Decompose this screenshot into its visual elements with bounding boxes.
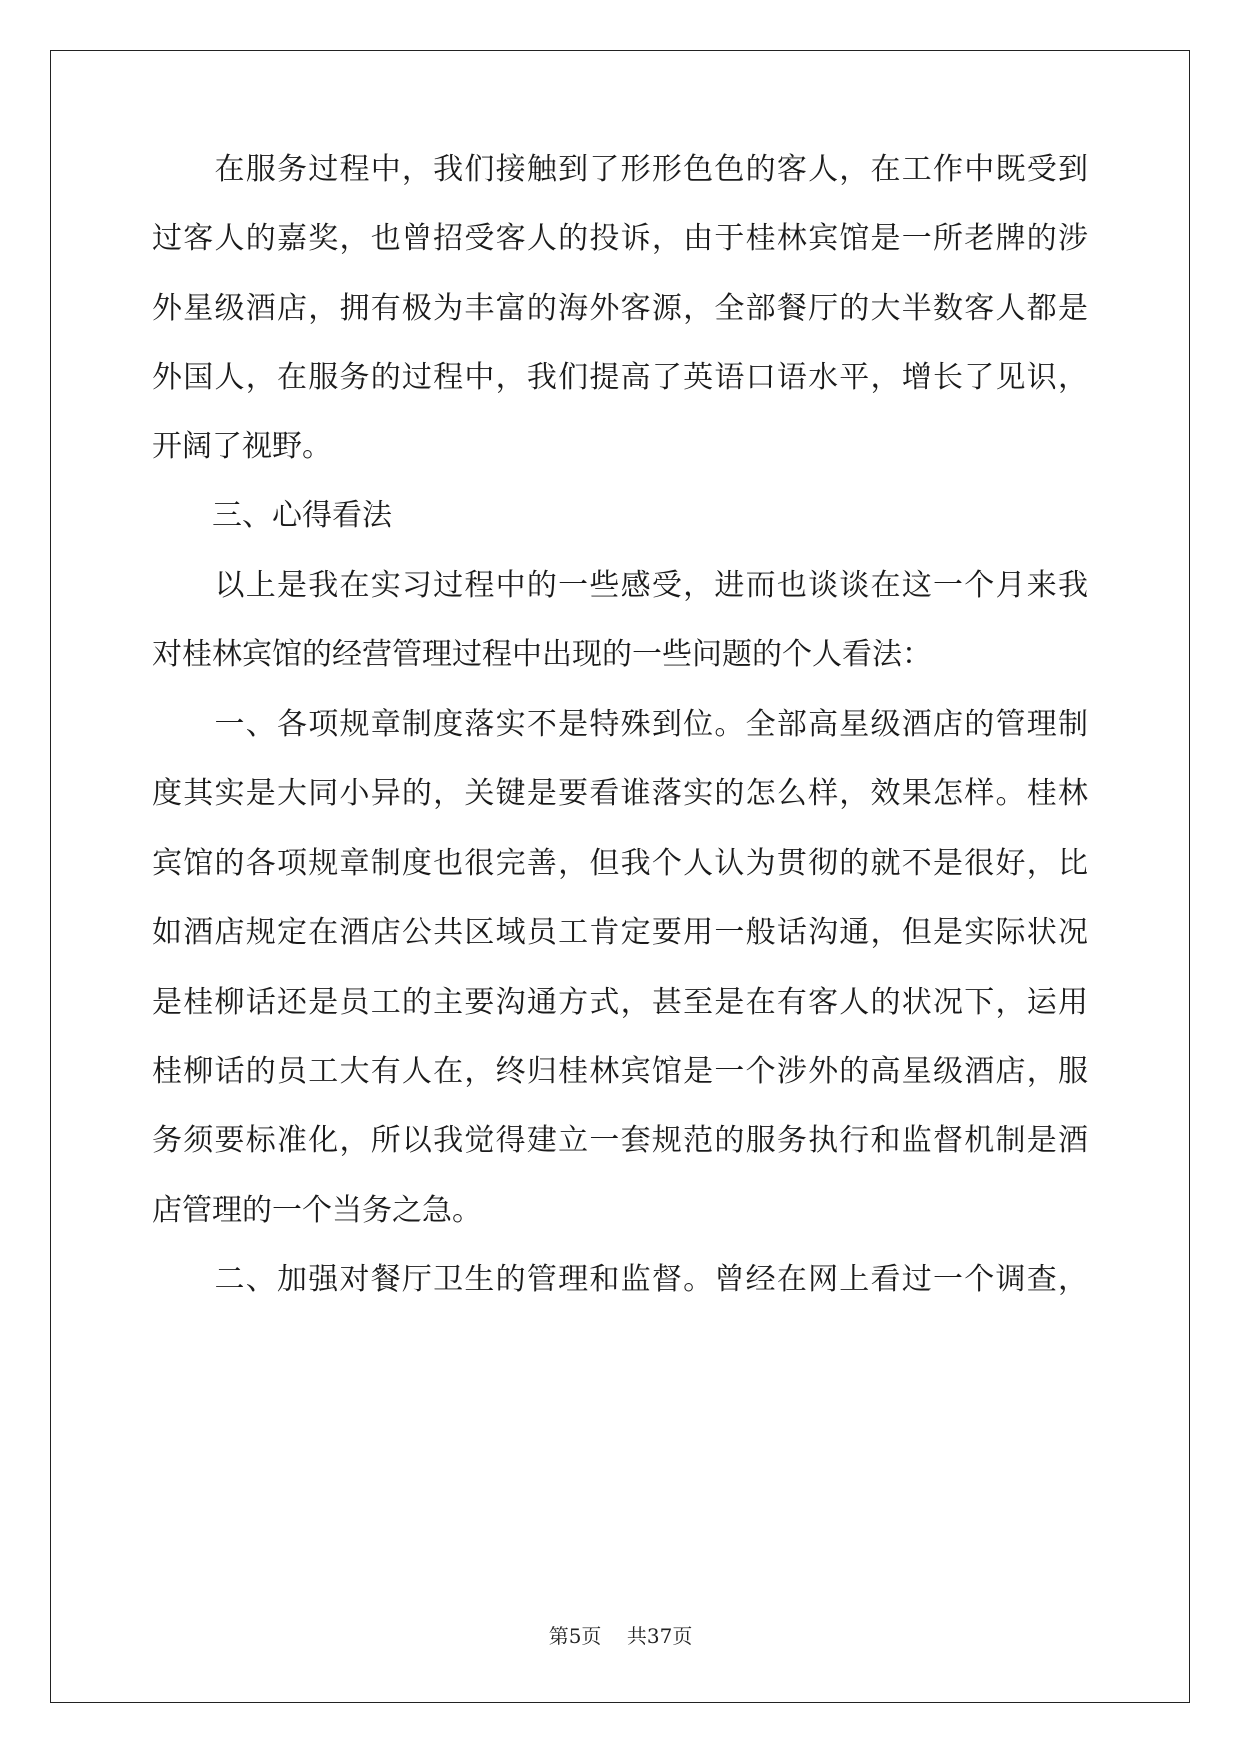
- text-line-7: 以上是我在实习过程中的一些感受，进而也谈谈在这一个月来我: [152, 568, 1088, 603]
- text-line-3: 外星级酒店，拥有极为丰富的海外客源，全部餐厅的大半数客人都是: [152, 291, 1088, 326]
- text-line-13: 是桂柳话还是员工的主要沟通方式，甚至是在有客人的状况下，运用: [152, 985, 1088, 1020]
- text-line-12: 如酒店规定在酒店公共区域员工肯定要用一般话沟通，但是实际状况: [152, 915, 1088, 950]
- text-line-10: 度其实是大同小异的，关键是要看谁落实的怎么样，效果怎样。桂林: [152, 776, 1088, 811]
- text-line-4: 外国人，在服务的过程中，我们提高了英语口语水平，增长了见识，: [152, 360, 1088, 395]
- text-line-5: 开阔了视野。: [152, 429, 332, 464]
- page-suffix: 页: [581, 1624, 602, 1648]
- total-pages: 37: [646, 1624, 673, 1648]
- page-number: 5: [568, 1624, 582, 1648]
- total-prefix: 共: [626, 1624, 647, 1648]
- text-line-15: 务须要标准化，所以我觉得建立一套规范的服务执行和监督机制是酒: [152, 1123, 1088, 1158]
- text-line-14: 桂柳话的员工大有人在，终归桂林宾馆是一个涉外的高星级酒店，服: [152, 1054, 1088, 1089]
- page-footer: [0, 1620, 1241, 1649]
- section-heading: 三、心得看法: [152, 498, 392, 533]
- text-line-17: 二、加强对餐厅卫生的管理和监督。曾经在网上看过一个调查，: [152, 1262, 1088, 1297]
- text-line-2: 过客人的嘉奖，也曾招受客人的投诉，由于桂林宾馆是一所老牌的涉: [152, 221, 1088, 256]
- text-line-11: 宾馆的各项规章制度也很完善，但我个人认为贯彻的就不是很好，比: [152, 846, 1088, 881]
- page-prefix: 第: [548, 1624, 569, 1648]
- text-line-8: 对桂林宾馆的经营管理过程中出现的一些问题的个人看法：: [152, 637, 932, 672]
- text-line-1: 在服务过程中，我们接触到了形形色色的客人，在工作中既受到: [152, 152, 1088, 187]
- text-line-16: 店管理的一个当务之急。: [152, 1193, 482, 1228]
- text-line-9: 一、各项规章制度落实不是特殊到位。全部高星级酒店的管理制: [152, 707, 1088, 742]
- total-suffix: 页: [672, 1624, 693, 1648]
